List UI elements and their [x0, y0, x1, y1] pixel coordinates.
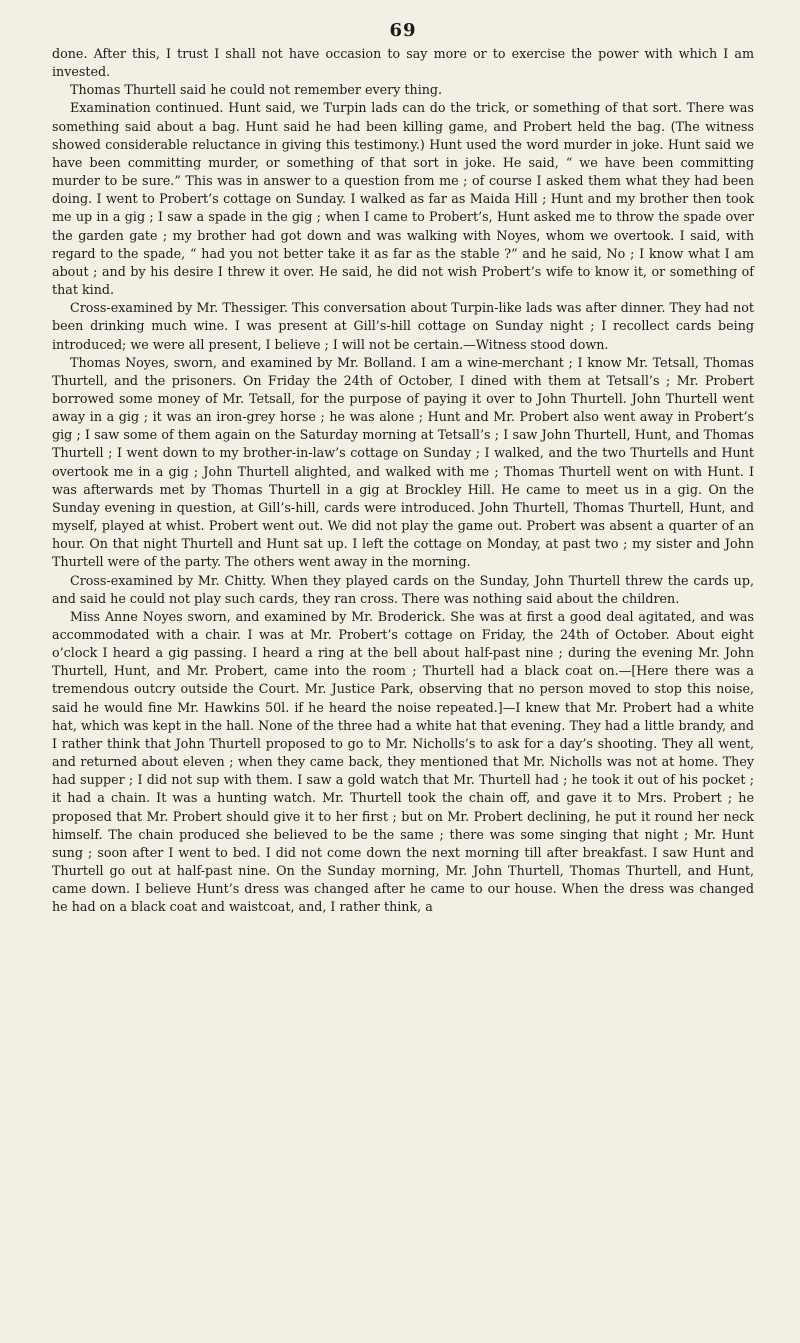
paragraph: Cross-examined by Mr. Chitty. When they played cards on the Sunday, John Thurtell threw the cards up, and said he could not play such cards, they ran cross. There was nothing said about the children.: [52, 572, 754, 606]
paragraph: Cross-examined by Mr. Thessiger. This conversation about Turpin-like lads was after dinner. They had not been drinking much wine. I was present at Gill’s-hill cottage on Sunday night ; I recollect cards being introduced; we were all present, I believe ; I will not be certain.—Witness stood down.: [52, 300, 754, 352]
paragraph: Miss Anne Noyes sworn, and examined by Mr. Broderick. She was at first a good deal agitated, and was accommodated with a chair. I was at Mr. Probert’s cottage on Friday, the 24th of October. About eight o’clock I heard a gig passing. I heard a ring at the bell about half-past nine ; during the evening Mr. John Thurtell, Hunt, and Mr. Probert, came into the room ; Thurtell had a black coat on.—[Here there was a tremendous outcry outside the Court. Mr. Justice Park, observing that no person moved to stop this noise, said he would fine Mr. Hawkins 50l. if he heard the noise repeated.]—I knew that Mr. Probert had a white hat, which was kept in the hall. None of the three had a white hat that evening. They had a little brandy, and I rather think that John Thurtell proposed to go to Mr. Nicholls’s to ask for a day’s shooting. They all went, and returned about eleven ; when they came back, they mentioned that Mr. Nicholls was not at home. They had supper ; I did not sup with them. I saw a gold watch that Mr. Thurtell had ; he took it out of his pocket ; it had a chain. It was a hunting watch. Mr. Thurtell took the chain off, and gave it to Mrs. Probert ; he proposed that Mr. Probert should give it to her first ; but on Mr. Probert declining, he put it round her neck himself. The chain produced she believed to be the same ; there was some singing that night ; Mr. Hunt sung ; soon after I went to bed. I did not come down the next morning till after breakfast. I saw Hunt and Thurtell go out at half-past nine. On the Sunday morning, Mr. John Thurtell, Thomas Thurtell, and Hunt, came down. I believe Hunt’s dress was changed after he came to our house. When the dress was changed he had on a black coat and waistcoat, and, I rather think, a: [52, 608, 754, 915]
body-text: [52, 45, 754, 917]
page-number: 69: [389, 20, 417, 41]
paragraph: Examination continued. Hunt said, we Turpin lads can do the trick, or something of that sort. There was something said about a bag. Hunt said he had been killing game, and Probert held the bag. (The witness showed considerable reluctance in giving this testimony.) Hunt used the word murder in joke. Hunt said we have been committing murder, or something of that sort in joke. He said, “ we have been committing murder to be sure.” This was in answer to a question from me ; of course I asked them what they had been doing. I went to Probert’s cottage on Sunday. I walked as far as Maida Hill ; Hunt and my brother then took me up in a gig ; I saw a spade in the gig ; when I came to Probert’s, Hunt asked me to throw the spade over the garden gate ; my brother had got down and was walking with Noyes, whom we overtook. I said, with regard to the spade, “ had you not better take it as far as the stable ?” and he said, No ; I know what I am about ; and by his desire I threw it over. He said, he did not wish Probert’s wife to know it, or something of that kind.: [52, 100, 754, 298]
paragraph: Thomas Thurtell said he could not remember every thing.: [70, 82, 443, 98]
paragraph: Thomas Noyes, sworn, and examined by Mr. Bolland. I am a wine-merchant ; I know Mr. Tetsall, Thomas Thurtell, and the prisoners. On Friday the 24th of October, I dined with them at Tetsall’s ; Mr. Probert borrowed some money of Mr. Tetsall, for the purpose of paying it over to John Thurtell. John Thurtell went away in a gig ; it was an iron-grey horse ; he was alone ; Hunt and Mr. Probert also went away in Probert’s gig ; I saw some of them again on the Saturday morning at Tetsall’s ; I saw John Thurtell, Hunt, and Thomas Thurtell ; I went down to my brother-in-law’s cottage on Sunday ; I walked, and the two Thurtells and Hunt overtook me in a gig ; John Thurtell alighted, and walked with me ; Thomas Thurtell went on with Hunt. I was afterwards met by Thomas Thurtell in a gig at Brockley Hill. He came to meet us in a gig. On the Sunday evening in question, at Gill’s-hill, cards were introduced. John Thurtell, Thomas Thurtell, Hunt, and myself, played at whist. Probert went out. We did not play the game out. Probert was absent a quarter of an hour. On that night Thurtell and Hunt sat up. I left the cottage on Monday, at past two ; my sister and John Thurtell were of the party. The others went away in the morning.: [52, 354, 754, 570]
paragraph: done. After this, I trust I shall not have occasion to say more or to exercise the power with which I am invested.: [52, 46, 754, 80]
